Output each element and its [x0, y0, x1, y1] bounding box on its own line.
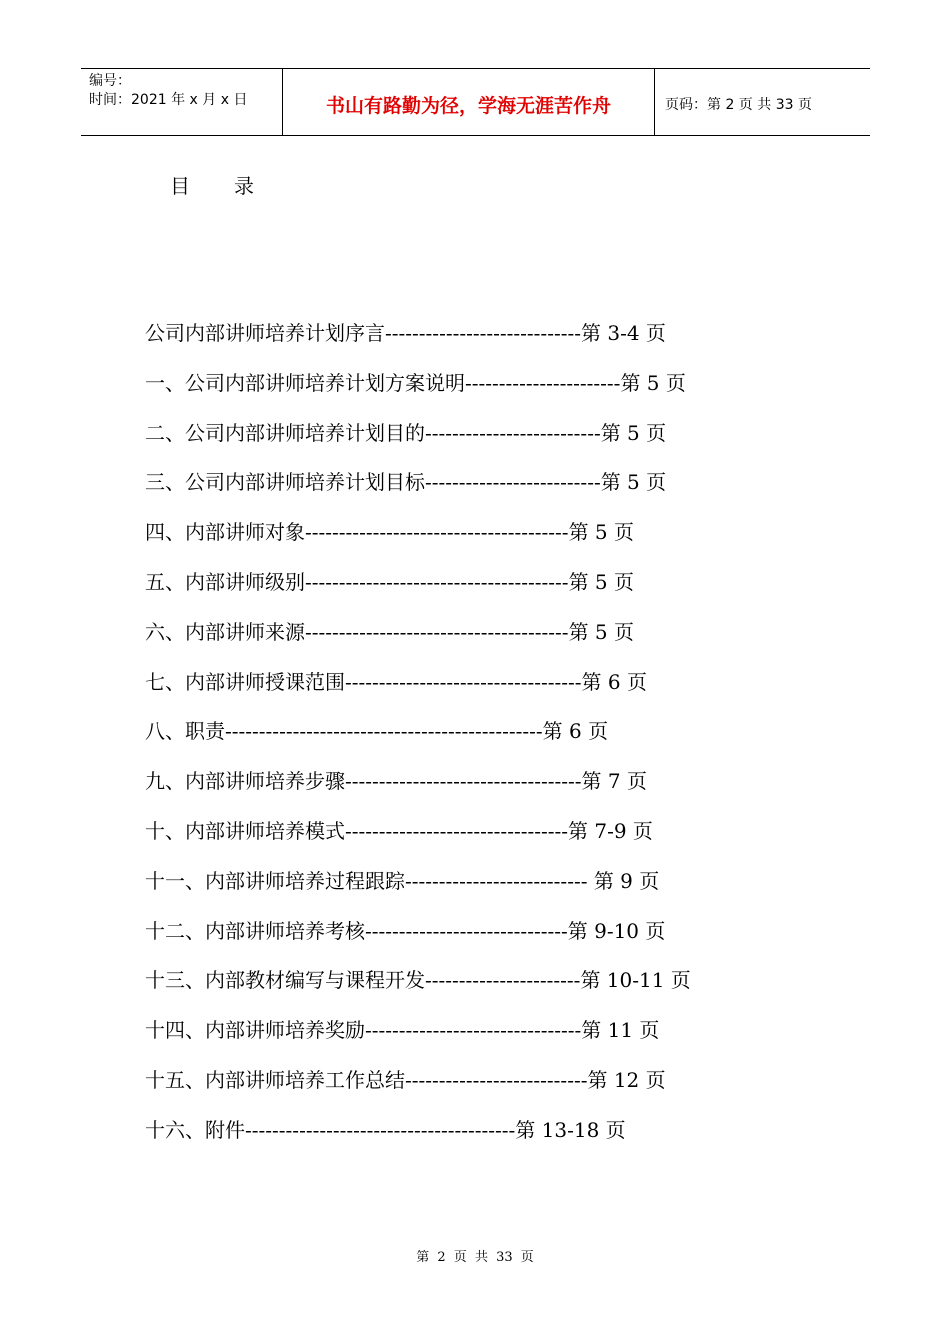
- motto-text: 书山有路勤为径，学海无涯苦作舟: [325, 94, 611, 117]
- toc-entry-title: 十四、内部讲师培养奖励: [145, 1018, 365, 1043]
- toc-entry-title: 二、公司内部讲师培养计划目的: [145, 420, 425, 445]
- footer-text-1: 第: [416, 1250, 430, 1265]
- toc-entry-page: 第 5 页: [568, 520, 635, 545]
- toc-entry-leader: ------------------------------: [365, 918, 568, 943]
- toc-entry[interactable]: [145, 515, 691, 565]
- toc-entry-leader: --------------------------------: [365, 1018, 582, 1043]
- toc-entry[interactable]: [145, 465, 691, 515]
- toc-entry-page: 第 5 页: [600, 420, 667, 445]
- footer-text-4: 页: [520, 1250, 534, 1265]
- toc-entry-page: 第 7 页: [581, 769, 647, 794]
- toc-entry-page: 第 5 页: [568, 619, 635, 644]
- footer-total-pages: 33: [496, 1250, 513, 1265]
- toc-entry-title: 九、内部讲师培养步骤: [145, 769, 345, 794]
- toc-entry-leader: -----------------------: [465, 370, 621, 395]
- toc-entry-title: 三、公司内部讲师培养计划目标: [145, 470, 425, 495]
- page-info-text: 页码：第 2 页 共 33 页: [665, 97, 812, 113]
- toc-entry[interactable]: [145, 714, 691, 764]
- toc-entry-title: 公司内部讲师培养计划序言: [145, 321, 385, 345]
- toc-entry-leader: ----------------------------------------: [245, 1117, 516, 1142]
- toc-heading-char-2: 录: [234, 174, 254, 198]
- toc-entry[interactable]: [145, 316, 691, 366]
- toc-entry-page: 第 10-11 页: [580, 968, 691, 993]
- toc-heading-char-1: 目: [170, 174, 190, 198]
- toc-entry-leader: ---------------------------------: [345, 818, 569, 843]
- footer-text-2: 页: [453, 1250, 467, 1265]
- toc-entry-page: 第 5 页: [568, 569, 635, 594]
- toc-entry-title: 五、内部讲师级别: [145, 569, 305, 594]
- toc-entry-page: 第 11 页: [581, 1018, 660, 1043]
- toc-entry-page: 第 7-9 页: [568, 818, 653, 843]
- toc-entry-leader: ---------------------------------------: [305, 619, 569, 644]
- toc-entry-title: 十三、内部教材编写与课程开发: [145, 968, 425, 993]
- toc-entry-title: 六、内部讲师来源: [145, 619, 305, 644]
- toc-entry-page: 第 5 页: [600, 470, 667, 495]
- toc-entry-leader: -----------------------: [425, 968, 581, 993]
- toc-entry[interactable]: [145, 416, 691, 466]
- table-of-contents: [145, 316, 691, 1163]
- toc-entry-title: 四、内部讲师对象: [145, 520, 305, 545]
- toc-entry-leader: -----------------------------------: [345, 769, 582, 794]
- toc-entry-title: 十五、内部讲师培养工作总结: [145, 1067, 405, 1092]
- toc-entry-title: 七、内部讲师授课范围: [145, 669, 345, 694]
- toc-entry-title: 十二、内部讲师培养考核: [145, 918, 365, 943]
- toc-entry-leader: -----------------------------------: [345, 669, 582, 694]
- toc-entry[interactable]: [145, 864, 691, 914]
- toc-entry-leader: ---------------------------: [405, 1067, 588, 1092]
- toc-entry-leader: --------------------------: [425, 470, 601, 495]
- toc-entry[interactable]: [145, 963, 691, 1013]
- toc-entry-title: 十六、附件: [145, 1117, 245, 1142]
- toc-entry-page: 第 9-10 页: [567, 918, 666, 943]
- number-label: 编号：: [89, 73, 131, 89]
- toc-entry[interactable]: [145, 1113, 691, 1163]
- toc-entry[interactable]: [145, 814, 691, 864]
- toc-entry-leader: ---------------------------: [405, 868, 594, 893]
- toc-entry-leader: --------------------------: [425, 420, 601, 445]
- toc-entry-leader: ---------------------------------------: [305, 569, 569, 594]
- toc-heading: [170, 170, 254, 199]
- toc-entry-title: 十、内部讲师培养模式: [145, 818, 345, 843]
- header-page-info: [655, 69, 870, 135]
- toc-entry-page: 第 6 页: [542, 719, 609, 744]
- toc-entry-title: 十一、内部讲师培养过程跟踪: [145, 868, 405, 893]
- toc-entry[interactable]: [145, 615, 691, 665]
- toc-entry[interactable]: [145, 565, 691, 615]
- header-motto-cell: [282, 69, 655, 135]
- footer-text-3: 共: [474, 1250, 488, 1265]
- header-meta: [81, 69, 282, 135]
- page-footer: [0, 1246, 950, 1265]
- toc-entry-page: 第 12 页: [587, 1067, 666, 1092]
- toc-entry-page: 第 13-18 页: [515, 1117, 626, 1142]
- toc-entry-leader: -----------------------------------------------: [225, 719, 543, 744]
- time-label: 时间：2021 年 x 月 x 日: [89, 92, 248, 108]
- toc-entry-page: 第 5 页: [620, 370, 686, 395]
- toc-entry-page: 第 6 页: [581, 669, 647, 694]
- toc-entry-page: 第 9 页: [593, 868, 660, 893]
- toc-entry[interactable]: [145, 1063, 691, 1113]
- toc-entry[interactable]: [145, 914, 691, 964]
- toc-entry-leader: -----------------------------: [385, 321, 581, 345]
- page-header: [81, 68, 870, 136]
- toc-entry-title: 一、公司内部讲师培养计划方案说明: [145, 370, 465, 395]
- toc-entry[interactable]: [145, 665, 691, 715]
- footer-current-page: 2: [437, 1250, 446, 1265]
- toc-entry-page: 第 3-4 页: [580, 321, 666, 345]
- toc-entry[interactable]: [145, 1013, 691, 1063]
- toc-entry-leader: ---------------------------------------: [305, 520, 569, 545]
- toc-entry[interactable]: [145, 764, 691, 814]
- toc-entry-title: 八、职责: [145, 719, 225, 744]
- toc-entry[interactable]: [145, 366, 691, 416]
